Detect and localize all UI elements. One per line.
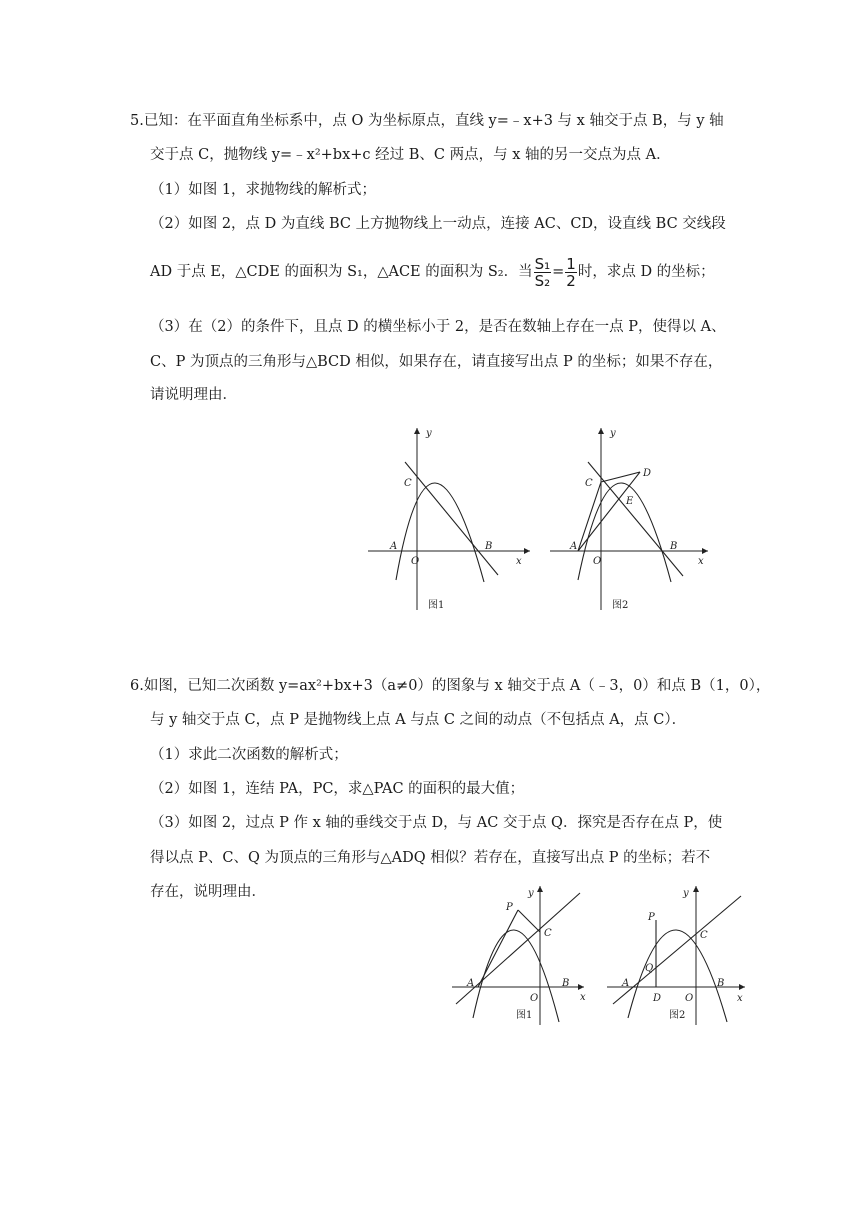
q6-part2: （2）如图 1，连结 PA，PC，求△PAC 的面积的最大值； — [150, 781, 525, 797]
q5f2-label-c: C — [585, 478, 593, 489]
q5f1-label-x: x — [516, 556, 522, 567]
q6-part3-line3: 存在，说明理由． — [150, 884, 266, 900]
q6f1-label-x: x — [580, 992, 586, 1003]
frac-s2: S₂ — [534, 271, 551, 290]
q6-text-line1: 6.如图，已知二次函数 y=ax²+bx+3（a≠0）的图象与 x 轴交于点 A（﹣3，0）和点 B（1，0）， — [130, 678, 771, 694]
q5-text-line1: 5.已知：在平面直角坐标系中，点 O 为坐标原点，直线 y=﹣x+3 与 x 轴交于点 B，与 y 轴 — [130, 113, 724, 129]
q6f1-label-c: C — [544, 928, 552, 939]
q6f1-label-y: y — [528, 888, 534, 899]
equals-sign: = — [552, 264, 565, 280]
q5-part1: （1）如图 1，求抛物线的解析式； — [150, 182, 377, 198]
q6f2-label-q: Q — [645, 963, 654, 974]
q5f2-label-b: B — [670, 541, 678, 552]
q5-figure-1 — [360, 420, 540, 620]
q6f2-label-y: y — [683, 888, 689, 899]
q6f2-label-b: B — [717, 978, 725, 989]
q5f1-label-y: y — [426, 428, 432, 439]
q6f2-label-c: C — [700, 930, 708, 941]
q5-part2-line2a: AD 于点 E，△CDE 的面积为 S₁，△ACE 的面积为 S₂．当 — [150, 264, 533, 280]
q6-part1: （1）求此二次函数的解析式； — [150, 747, 348, 763]
frac-one: 1 — [566, 254, 576, 273]
q6f1-label-p: P — [506, 902, 513, 913]
q6-text-line2: 与 y 轴交于点 C，点 P 是抛物线上点 A 与点 C 之间的动点（不包括点 A，点 C）． — [150, 712, 687, 728]
q6f1-caption: 图1 — [516, 1010, 533, 1021]
q5-part2-line1: （2）如图 2，点 D 为直线 BC 上方抛物线上一动点，连接 AC、CD，设直线 BC 交线段 — [150, 216, 726, 232]
q5f1-label-c: C — [404, 478, 412, 489]
q6f2-label-o: O — [685, 993, 694, 1004]
q6-part3-line2: 得以点 P、C、Q 为顶点的三角形与△ADQ 相似？若存在，直接写出点 P 的坐标；若不 — [150, 850, 711, 866]
q6f1-label-b: B — [562, 978, 570, 989]
q6-figure-2 — [603, 880, 753, 1030]
q5f2-label-d: D — [643, 468, 652, 479]
q5f1-label-o: O — [411, 556, 420, 567]
q5-part2-line2b: 时，求点 D 的坐标； — [577, 264, 715, 280]
q5f1-caption: 图1 — [428, 600, 445, 611]
q5f2-label-y: y — [610, 428, 616, 439]
q5-figure-2 — [540, 420, 720, 620]
q5f2-label-a: A — [570, 541, 578, 552]
q6f1-label-o: O — [530, 993, 539, 1004]
q5-part3-line1: （3）在（2）的条件下，且点 D 的横坐标小于 2，是否在数轴上存在一点 P，使得以 A、 — [150, 319, 726, 335]
q5f1-label-b: B — [485, 541, 493, 552]
frac-two: 2 — [566, 271, 576, 290]
q5f2-caption: 图2 — [612, 600, 629, 611]
q5f1-label-a: A — [390, 541, 398, 552]
q6-part3-line1: （3）如图 2，过点 P 作 x 轴的垂线交于点 D，与 AC 交于点 Q．探究是否存在点 P，使 — [150, 815, 723, 831]
fraction-one-half — [565, 256, 577, 289]
q6f1-label-a: A — [467, 978, 475, 989]
q6f2-label-p: P — [648, 912, 655, 923]
q5-part3-line3: 请说明理由． — [150, 387, 237, 403]
q5f2-label-o: O — [593, 556, 602, 567]
frac-s1: S₁ — [534, 254, 551, 273]
q5-part2-line2 — [150, 254, 715, 290]
q6f2-label-a: A — [622, 978, 630, 989]
q6f2-label-d: D — [653, 993, 662, 1004]
q5-text-line2: 交于点 C，抛物线 y=﹣x²+bx+c 经过 B、C 两点，与 x 轴的另一交点为点 A． — [150, 147, 671, 163]
q6-figure-1 — [448, 880, 598, 1030]
q6f2-label-x: x — [737, 993, 743, 1004]
q5f2-label-x: x — [698, 556, 704, 567]
q6f2-caption: 图2 — [669, 1010, 686, 1021]
q5f2-label-e: E — [626, 496, 634, 507]
fraction-s1-s2 — [534, 256, 552, 289]
q5-part3-line2: C、P 为顶点的三角形与△BCD 相似，如果存在，请直接写出点 P 的坐标；如果不存在， — [150, 354, 723, 370]
